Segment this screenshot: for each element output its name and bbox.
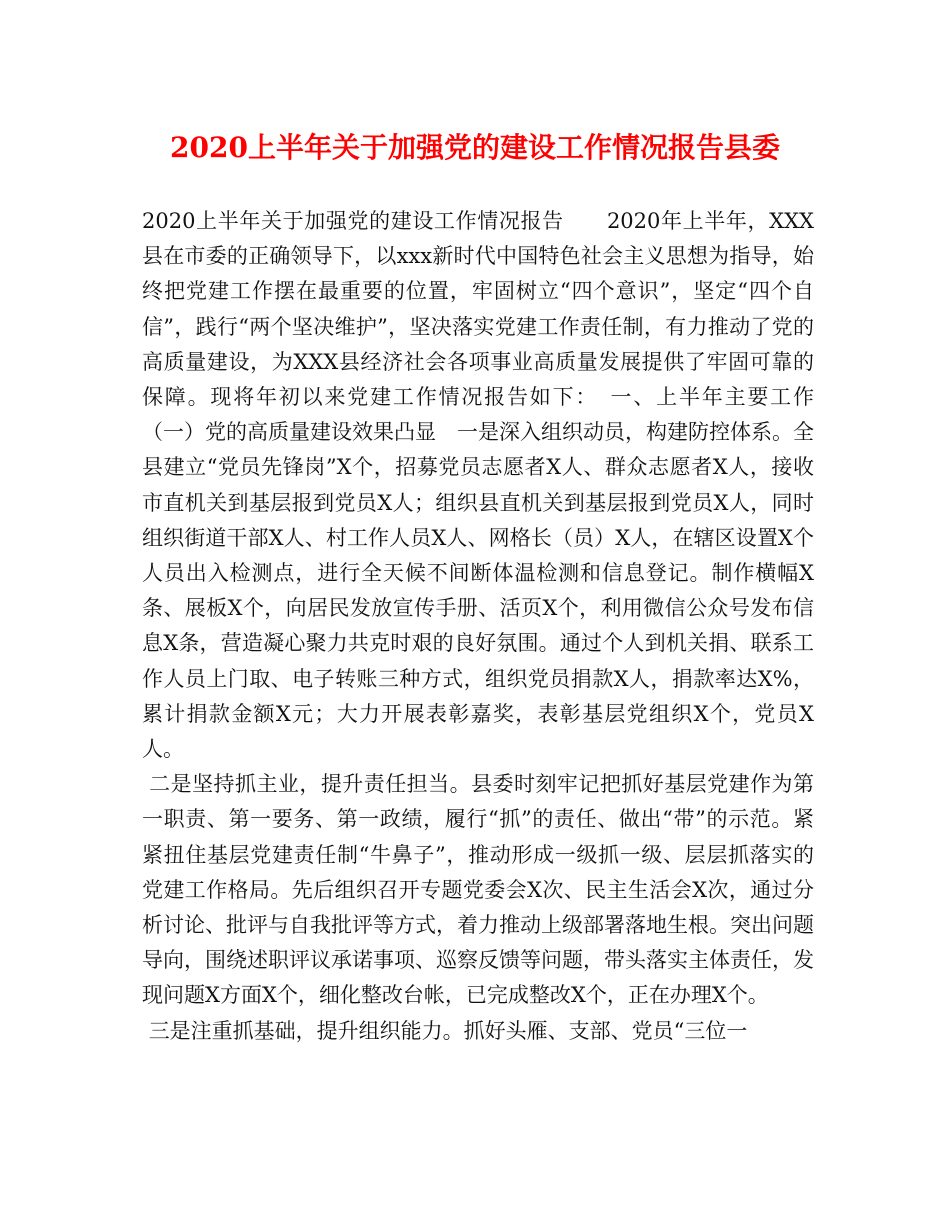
document-title: 2020上半年关于加强党的建设工作情况报告县委 [170, 131, 780, 164]
body-paragraph-3: 三是注重抓基础，提升组织能力。抓好头雁、支部、党员“三位一 [142, 1018, 748, 1043]
document-body [142, 204, 835, 1049]
body-paragraph-1: 2020上半年关于加强党的建设工作情况报告 2020年上半年，XXX县在市委的正确领导下，以xxx新时代中国特色社会主义思想为指导，始终把党建工作摆在最重要的位置，牢固树立“四个意识”，坚定“四个自信”，践行“两个坚决维护”，坚决落实党建工作责任制，有力推动了党的高质量建设，为XXX县经济社会各项事业高质量发展提供了牢固可靠的保障。现将年初以来党建工作情况报告如下： 一、上半年主要工作 （一）党的高质量建设效果凸显 一是深入组织动员，构建防控体系。全县建立“党员先锋岗”X个，招募党员志愿者X人、群众志愿者X人，接收市直机关到基层报到党员X人；组织县直机关到基层报到党员X人，同时组织街道干部X人、村工作人员X人、网格长（员）X人，在辖区设置X个人员出入检测点，进行全天候不间断体温检测和信息登记。制作横幅X条、展板X个，向居民发放宣传手册、活页X个，利用微信公众号发布信息X条，营造凝心聚力共克时艰的良好氛围。通过个人到机关捐、联系工作人员上门取、电子转账三种方式，组织党员捐款X人，捐款率达X%，累计捐款金额X元；大力开展表彰嘉奖，表彰基层党组织X个，党员X人。 [142, 209, 835, 762]
body-paragraph-2: 二是坚持抓主业，提升责任担当。县委时刻牢记把抓好基层党建作为第一职责、第一要务、第一政绩，履行“抓”的责任、做出“带”的示范。紧紧扭住基层党建责任制“牛鼻子”，推动形成一级抓一级、层层抓落实的党建工作格局。先后组织召开专题党委会X次、民主生活会X次，通过分析讨论、批评与自我批评等方式，着力推动上级部署落地生根。突出问题导向，围绕述职评议承诺事项、巡察反馈等问题，带头落实主体责任，发现问题X方面X个，细化整改台帐，已完成整改X个，正在办理X个。 [142, 772, 814, 1008]
